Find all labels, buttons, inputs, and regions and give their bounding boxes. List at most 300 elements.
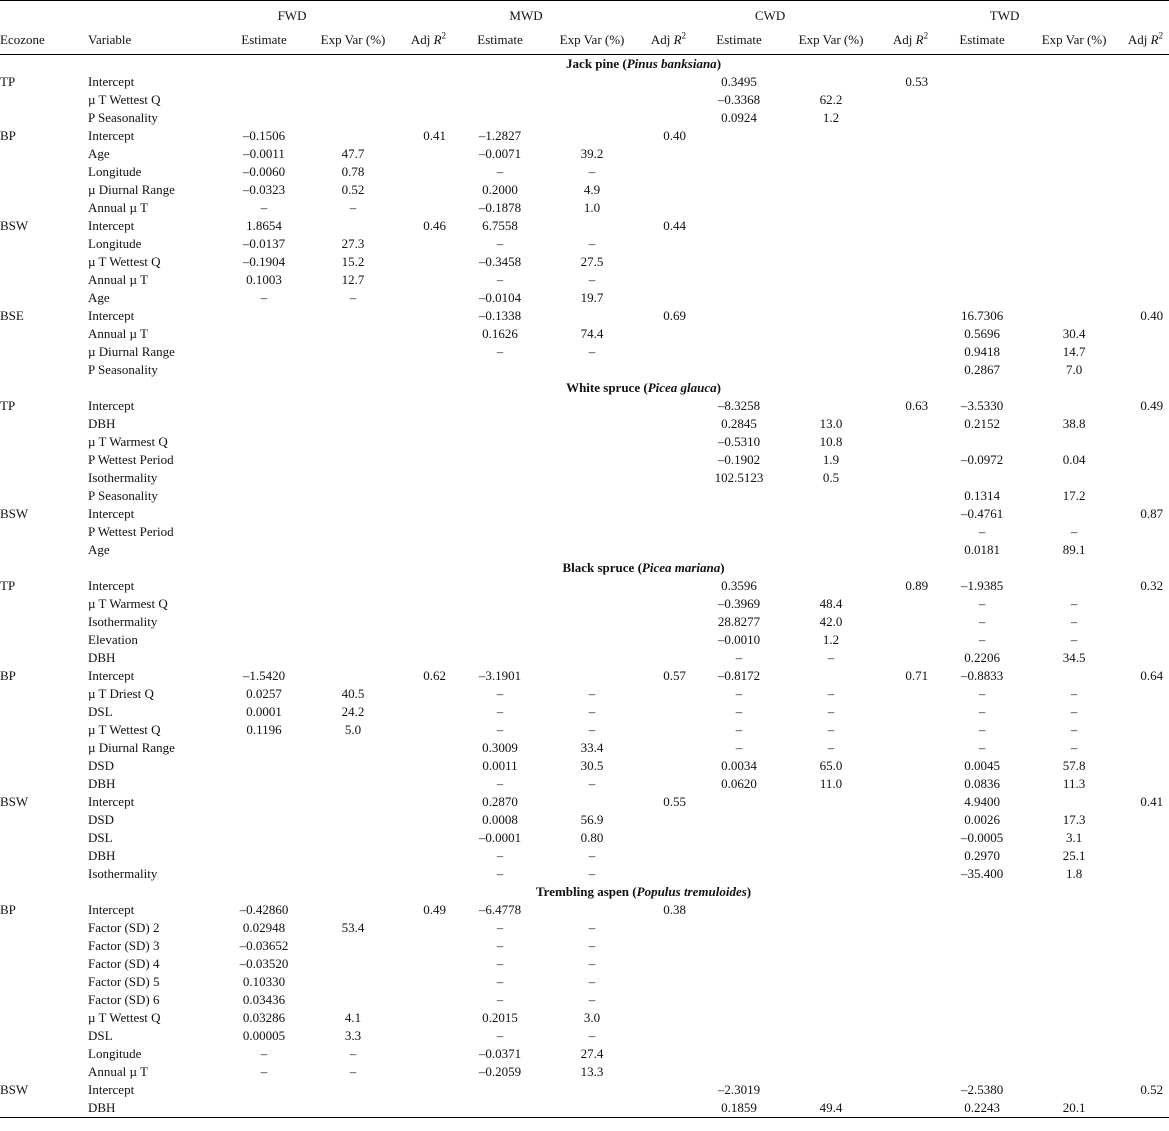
ecozone-cell	[0, 757, 88, 775]
ecozone-cell	[0, 811, 88, 829]
twd-estimate-cell	[936, 199, 1028, 217]
variable-cell: P Wettest Period	[88, 452, 174, 467]
mwd-adjr2-cell	[638, 649, 694, 667]
species-scientific-name: Pinus banksiana	[626, 56, 717, 71]
mwd-adjr2-cell	[638, 829, 694, 847]
cwd-estimate-cell	[694, 955, 784, 973]
fwd-adjr2-cell	[398, 433, 454, 451]
cwd-expvar-cell	[784, 289, 878, 307]
twd-expvar-cell	[1028, 433, 1120, 451]
species-header-row	[0, 559, 1169, 577]
variable-cell: P Seasonality	[88, 110, 158, 125]
cwd-estimate-cell	[694, 829, 784, 847]
twd-adjr2-cell	[1120, 595, 1169, 613]
variable-cell: Intercept	[88, 74, 135, 89]
fwd-expvar-cell	[308, 487, 398, 505]
mwd-expvar-cell	[546, 523, 638, 541]
table-row	[0, 901, 1169, 919]
mwd-adjr2-cell	[638, 955, 694, 973]
mwd-expvar-cell: –	[588, 344, 596, 359]
twd-adjr2-cell	[1120, 235, 1169, 253]
variable-cell: Age	[88, 146, 110, 161]
fwd-adjr2-cell	[398, 469, 454, 487]
ecozone-cell	[0, 163, 88, 181]
twd-adjr2-cell	[1120, 631, 1169, 649]
mwd-expvar-cell	[546, 1099, 638, 1118]
mwd-estimate-cell: 0.2870	[482, 794, 518, 809]
fwd-estimate-cell	[220, 1081, 308, 1099]
mwd-expvar-cell: 19.7	[580, 290, 604, 305]
twd-estimate-cell	[936, 91, 1028, 109]
cwd-adjr2-cell	[878, 415, 936, 433]
cwd-estimate-cell	[694, 271, 784, 289]
mwd-expvar-cell: 74.4	[580, 326, 604, 341]
col-header-twd-estimate: Estimate	[959, 32, 1005, 47]
twd-estimate-cell: 0.2152	[964, 416, 1000, 431]
fwd-estimate-cell: 0.10330	[242, 974, 286, 989]
mwd-adjr2-cell	[638, 1027, 694, 1045]
ecozone-cell: BSW	[0, 218, 29, 233]
cwd-adjr2-cell	[878, 703, 936, 721]
twd-expvar-cell	[1028, 181, 1120, 199]
col-header-mwd-estimate: Estimate	[477, 32, 523, 47]
cwd-estimate-cell	[694, 343, 784, 361]
twd-adjr2-cell	[1120, 145, 1169, 163]
twd-expvar-cell	[1028, 793, 1120, 811]
mwd-expvar-cell: –	[588, 236, 596, 251]
col-header-cwd-adjr2	[878, 29, 936, 55]
variable-cell: µ Diurnal Range	[88, 344, 175, 359]
mwd-adjr2-cell	[638, 739, 694, 757]
table-row	[0, 847, 1169, 865]
fwd-adjr2-cell	[398, 181, 454, 199]
cwd-expvar-cell: 11.0	[819, 776, 843, 791]
adj-superscript: 2	[681, 30, 687, 41]
mwd-adjr2-cell	[638, 685, 694, 703]
col-header-variable: Variable	[88, 32, 132, 47]
twd-adjr2-cell	[1120, 109, 1169, 127]
twd-expvar-cell: –	[1070, 686, 1078, 701]
mwd-adjr2-cell	[638, 109, 694, 127]
cwd-expvar-cell	[784, 343, 878, 361]
twd-estimate-cell	[936, 919, 1028, 937]
twd-expvar-cell: 11.3	[1062, 776, 1086, 791]
mwd-expvar-cell	[546, 595, 638, 613]
cwd-estimate-cell	[694, 523, 784, 541]
cwd-expvar-cell	[784, 901, 878, 919]
cwd-adjr2-cell	[878, 865, 936, 883]
fwd-estimate-cell	[220, 91, 308, 109]
fwd-adjr2-cell	[398, 163, 454, 181]
fwd-estimate-cell	[220, 487, 308, 505]
variable-cell: Annual µ T	[88, 1064, 148, 1079]
cwd-expvar-cell	[784, 955, 878, 973]
mwd-adjr2-cell	[638, 1081, 694, 1099]
twd-expvar-cell	[1028, 991, 1120, 1009]
table-row	[0, 1027, 1169, 1045]
fwd-adjr2-cell	[398, 739, 454, 757]
mwd-estimate-cell: –	[496, 776, 504, 791]
fwd-adjr2-cell	[398, 847, 454, 865]
cwd-estimate-cell: 0.0924	[721, 110, 757, 125]
ecozone-cell	[0, 253, 88, 271]
mwd-expvar-cell: –	[588, 164, 596, 179]
cwd-estimate-cell	[694, 793, 784, 811]
mwd-expvar-cell: –	[588, 722, 596, 737]
ecozone-cell: BP	[0, 128, 16, 143]
mwd-adjr2-cell	[638, 505, 694, 523]
fwd-adjr2-cell	[398, 703, 454, 721]
cwd-adjr2-cell	[878, 91, 936, 109]
mwd-expvar-cell	[546, 127, 638, 145]
twd-adjr2-cell	[1120, 613, 1169, 631]
cwd-expvar-cell	[784, 487, 878, 505]
fwd-adjr2-cell	[398, 307, 454, 325]
cwd-estimate-cell: –0.3368	[717, 92, 761, 107]
table-row	[0, 217, 1169, 235]
variable-cell: DBH	[88, 776, 116, 791]
fwd-adjr2-cell: 0.49	[423, 902, 447, 917]
mwd-adjr2-cell	[638, 631, 694, 649]
fwd-expvar-cell	[308, 577, 398, 595]
mwd-expvar-cell	[546, 361, 638, 379]
fwd-adjr2-cell	[398, 73, 454, 91]
mwd-adjr2-cell	[638, 577, 694, 595]
variable-cell: P Seasonality	[88, 362, 158, 377]
ecozone-cell	[0, 91, 88, 109]
mwd-expvar-cell: –	[588, 1028, 596, 1043]
twd-adjr2-cell	[1120, 433, 1169, 451]
cwd-estimate-cell	[694, 1045, 784, 1063]
mwd-estimate-cell: –	[496, 1028, 504, 1043]
fwd-estimate-cell: 1.8654	[246, 218, 282, 233]
mwd-estimate-cell	[454, 649, 546, 667]
mwd-expvar-cell	[546, 613, 638, 631]
fwd-expvar-cell	[308, 775, 398, 793]
mwd-expvar-cell	[546, 397, 638, 415]
mwd-estimate-cell	[454, 361, 546, 379]
fwd-adjr2-cell	[398, 811, 454, 829]
twd-expvar-cell: 7.0	[1065, 362, 1083, 377]
variable-cell: Isothermality	[88, 614, 158, 629]
mwd-expvar-cell	[546, 433, 638, 451]
twd-adjr2-cell	[1120, 73, 1169, 91]
fwd-estimate-cell	[220, 415, 308, 433]
table-row	[0, 325, 1169, 343]
species-scientific-name: Picea mariana	[641, 560, 721, 575]
cwd-expvar-cell: 10.8	[819, 434, 843, 449]
twd-adjr2-cell: 0.32	[1140, 578, 1164, 593]
twd-expvar-cell: –	[1070, 704, 1078, 719]
mwd-adjr2-cell	[638, 343, 694, 361]
cwd-expvar-cell	[784, 397, 878, 415]
fwd-expvar-cell: 0.52	[341, 182, 365, 197]
twd-expvar-cell	[1028, 217, 1120, 235]
twd-adjr2-cell	[1120, 91, 1169, 109]
fwd-adjr2-cell	[398, 1081, 454, 1099]
twd-adjr2-cell: 0.41	[1140, 794, 1164, 809]
ecozone-cell	[0, 1099, 88, 1118]
ecozone-cell	[0, 235, 88, 253]
variable-cell: Factor (SD) 3	[88, 938, 160, 953]
mwd-adjr2-cell	[638, 163, 694, 181]
fwd-estimate-cell	[220, 793, 308, 811]
mwd-estimate-cell: –	[496, 686, 504, 701]
table-row	[0, 163, 1169, 181]
table-row	[0, 199, 1169, 217]
mwd-adjr2-cell	[638, 991, 694, 1009]
cwd-expvar-cell: 48.4	[819, 596, 843, 611]
fwd-expvar-cell	[308, 901, 398, 919]
species-common-name: Jack pine	[566, 56, 620, 71]
table-row	[0, 1009, 1169, 1027]
twd-estimate-cell: 0.0836	[964, 776, 1000, 791]
col-header-fwd-expvar: Exp Var (%)	[320, 32, 386, 47]
cwd-estimate-cell	[694, 937, 784, 955]
mwd-adjr2-cell	[638, 397, 694, 415]
twd-adjr2-cell: 0.87	[1140, 506, 1164, 521]
mwd-expvar-cell	[546, 307, 638, 325]
variable-cell: DBH	[88, 416, 116, 431]
variable-cell: Longitude	[88, 1046, 142, 1061]
fwd-adjr2-cell	[398, 1027, 454, 1045]
twd-estimate-cell: –	[978, 722, 986, 737]
fwd-expvar-cell: 12.7	[341, 272, 365, 287]
cwd-expvar-cell	[784, 937, 878, 955]
cwd-estimate-cell: –	[735, 650, 743, 665]
col-header-fwd-estimate: Estimate	[241, 32, 287, 47]
mwd-expvar-cell: –	[588, 938, 596, 953]
cwd-adjr2-cell	[878, 289, 936, 307]
table-row	[0, 973, 1169, 991]
table-row	[0, 397, 1169, 415]
fwd-estimate-cell: –0.0060	[242, 164, 286, 179]
mwd-expvar-cell: 56.9	[580, 812, 604, 827]
ecozone-cell	[0, 685, 88, 703]
mwd-estimate-cell: –	[496, 974, 504, 989]
cwd-expvar-cell	[784, 811, 878, 829]
variable-cell: Factor (SD) 5	[88, 974, 160, 989]
table-row	[0, 757, 1169, 775]
col-header-ecozone: Ecozone	[0, 32, 45, 47]
variable-cell: Intercept	[88, 902, 135, 917]
twd-adjr2-cell: 0.52	[1140, 1082, 1164, 1097]
mwd-adjr2-cell: 0.40	[663, 128, 687, 143]
mwd-adjr2-cell	[638, 325, 694, 343]
mwd-estimate-cell	[454, 541, 546, 559]
twd-expvar-cell: 17.2	[1062, 488, 1086, 503]
twd-expvar-cell	[1028, 271, 1120, 289]
fwd-adjr2-cell	[398, 955, 454, 973]
table-row	[0, 631, 1169, 649]
ecozone-cell	[0, 271, 88, 289]
twd-estimate-cell	[936, 901, 1028, 919]
cwd-estimate-cell: –0.1902	[717, 452, 761, 467]
twd-estimate-cell: 0.0026	[964, 812, 1000, 827]
mwd-estimate-cell	[454, 1081, 546, 1099]
mwd-estimate-cell	[454, 577, 546, 595]
mwd-estimate-cell: –0.2059	[478, 1064, 522, 1079]
species-header: Jack pine (Pinus banksiana)	[566, 56, 722, 71]
mwd-expvar-cell: –	[588, 956, 596, 971]
cwd-expvar-cell	[784, 523, 878, 541]
twd-estimate-cell: –0.8833	[960, 668, 1004, 683]
cwd-estimate-cell: 0.0034	[721, 758, 757, 773]
cwd-estimate-cell	[694, 865, 784, 883]
fwd-adjr2-cell	[398, 685, 454, 703]
cwd-expvar-cell	[784, 199, 878, 217]
twd-estimate-cell	[936, 271, 1028, 289]
fwd-expvar-cell	[308, 91, 398, 109]
twd-adjr2-cell	[1120, 253, 1169, 271]
table-row	[0, 649, 1169, 667]
ecozone-cell	[0, 199, 88, 217]
twd-estimate-cell: –2.5380	[960, 1082, 1004, 1097]
mwd-expvar-cell	[546, 487, 638, 505]
adj-r-symbol: R	[673, 32, 682, 47]
fwd-estimate-cell: 0.0257	[246, 686, 282, 701]
mwd-expvar-cell: –	[588, 848, 596, 863]
twd-expvar-cell: 34.5	[1062, 650, 1086, 665]
mwd-expvar-cell: –	[588, 920, 596, 935]
twd-expvar-cell	[1028, 937, 1120, 955]
mwd-adjr2-cell: 0.57	[663, 668, 687, 683]
cwd-adjr2-cell	[878, 217, 936, 235]
mwd-estimate-cell: –0.0001	[478, 830, 522, 845]
cwd-adjr2-cell	[878, 811, 936, 829]
cwd-adjr2-cell	[878, 793, 936, 811]
mwd-expvar-cell: –	[588, 776, 596, 791]
twd-expvar-cell	[1028, 1009, 1120, 1027]
table-row	[0, 1063, 1169, 1081]
fwd-estimate-cell: –	[260, 290, 268, 305]
fwd-estimate-cell	[220, 829, 308, 847]
mwd-expvar-cell: 30.5	[580, 758, 604, 773]
twd-expvar-cell	[1028, 577, 1120, 595]
cwd-estimate-cell: 102.5123	[714, 470, 764, 485]
cwd-estimate-cell	[694, 811, 784, 829]
mwd-estimate-cell	[454, 505, 546, 523]
variable-cell: Intercept	[88, 578, 135, 593]
fwd-estimate-cell: –0.0137	[242, 236, 286, 251]
cwd-expvar-cell	[784, 829, 878, 847]
cwd-expvar-cell	[784, 1009, 878, 1027]
table-row	[0, 703, 1169, 721]
fwd-estimate-cell: –0.0323	[242, 182, 286, 197]
twd-expvar-cell	[1028, 145, 1120, 163]
twd-estimate-cell	[936, 253, 1028, 271]
table-row	[0, 793, 1169, 811]
variable-cell: µ T Warmest Q	[88, 596, 168, 611]
fwd-estimate-cell	[220, 397, 308, 415]
cwd-estimate-cell: 0.1859	[721, 1100, 757, 1115]
ecozone-cell	[0, 523, 88, 541]
mwd-expvar-cell	[546, 73, 638, 91]
mwd-adjr2-cell	[638, 811, 694, 829]
cwd-estimate-cell	[694, 973, 784, 991]
col-header-cwd-estimate: Estimate	[716, 32, 762, 47]
mwd-estimate-cell: –0.0071	[478, 146, 522, 161]
twd-expvar-cell: 38.8	[1062, 416, 1086, 431]
col-header-twd-expvar: Exp Var (%)	[1041, 32, 1107, 47]
twd-adjr2-cell	[1120, 217, 1169, 235]
twd-estimate-cell: 16.7306	[960, 308, 1004, 323]
fwd-estimate-cell	[220, 613, 308, 631]
twd-adjr2-cell	[1120, 1027, 1169, 1045]
fwd-adjr2-cell	[398, 325, 454, 343]
adj-label: Adj	[650, 32, 674, 47]
twd-estimate-cell: –3.5330	[960, 398, 1004, 413]
group-header-mwd: MWD	[509, 8, 543, 23]
mwd-adjr2-cell	[638, 613, 694, 631]
fwd-estimate-cell	[220, 307, 308, 325]
twd-adjr2-cell	[1120, 343, 1169, 361]
twd-adjr2-cell	[1120, 487, 1169, 505]
variable-cell: Annual µ T	[88, 200, 148, 215]
mwd-adjr2-cell	[638, 757, 694, 775]
cwd-adjr2-cell	[878, 973, 936, 991]
twd-expvar-cell: 1.8	[1065, 866, 1083, 881]
cwd-estimate-cell: –	[735, 686, 743, 701]
fwd-adjr2-cell	[398, 595, 454, 613]
twd-estimate-cell: –35.400	[960, 866, 1004, 881]
fwd-adjr2-cell	[398, 631, 454, 649]
variable-cell: DSL	[88, 704, 113, 719]
cwd-estimate-cell	[694, 541, 784, 559]
twd-adjr2-cell	[1120, 901, 1169, 919]
twd-estimate-cell: –	[978, 596, 986, 611]
cwd-expvar-cell	[784, 361, 878, 379]
cwd-adjr2-cell	[878, 685, 936, 703]
cwd-adjr2-cell	[878, 649, 936, 667]
cwd-expvar-cell	[784, 973, 878, 991]
fwd-adjr2-cell	[398, 829, 454, 847]
mwd-expvar-cell: 39.2	[580, 146, 604, 161]
adj-label: Adj	[1127, 32, 1151, 47]
cwd-expvar-cell	[784, 541, 878, 559]
fwd-expvar-cell: 0.78	[341, 164, 365, 179]
twd-estimate-cell: –0.4761	[960, 506, 1004, 521]
table-row	[0, 181, 1169, 199]
fwd-adjr2-cell	[398, 145, 454, 163]
mwd-adjr2-cell	[638, 721, 694, 739]
variable-cell: DBH	[88, 1100, 116, 1115]
cwd-expvar-cell: 62.2	[819, 92, 843, 107]
fwd-expvar-cell	[308, 829, 398, 847]
twd-expvar-cell: –	[1070, 596, 1078, 611]
cwd-expvar-cell: 42.0	[819, 614, 843, 629]
ecozone-cell	[0, 343, 88, 361]
ecozone-cell: BP	[0, 668, 16, 683]
mwd-expvar-cell: 33.4	[580, 740, 604, 755]
mwd-estimate-cell: –	[496, 866, 504, 881]
ecozone-cell	[0, 703, 88, 721]
cwd-adjr2-cell	[878, 1045, 936, 1063]
ecozone-cell	[0, 919, 88, 937]
mwd-estimate-cell: 0.3009	[482, 740, 518, 755]
twd-adjr2-cell: 0.40	[1140, 308, 1164, 323]
cwd-estimate-cell: 28.8277	[717, 614, 761, 629]
ecozone-cell	[0, 289, 88, 307]
twd-expvar-cell: 17.3	[1062, 812, 1086, 827]
fwd-adjr2-cell	[398, 577, 454, 595]
twd-estimate-cell: –	[978, 704, 986, 719]
mwd-adjr2-cell	[638, 703, 694, 721]
twd-expvar-cell: 30.4	[1062, 326, 1086, 341]
variable-cell: µ Diurnal Range	[88, 740, 175, 755]
mwd-adjr2-cell	[638, 253, 694, 271]
species-header-row	[0, 55, 1169, 74]
